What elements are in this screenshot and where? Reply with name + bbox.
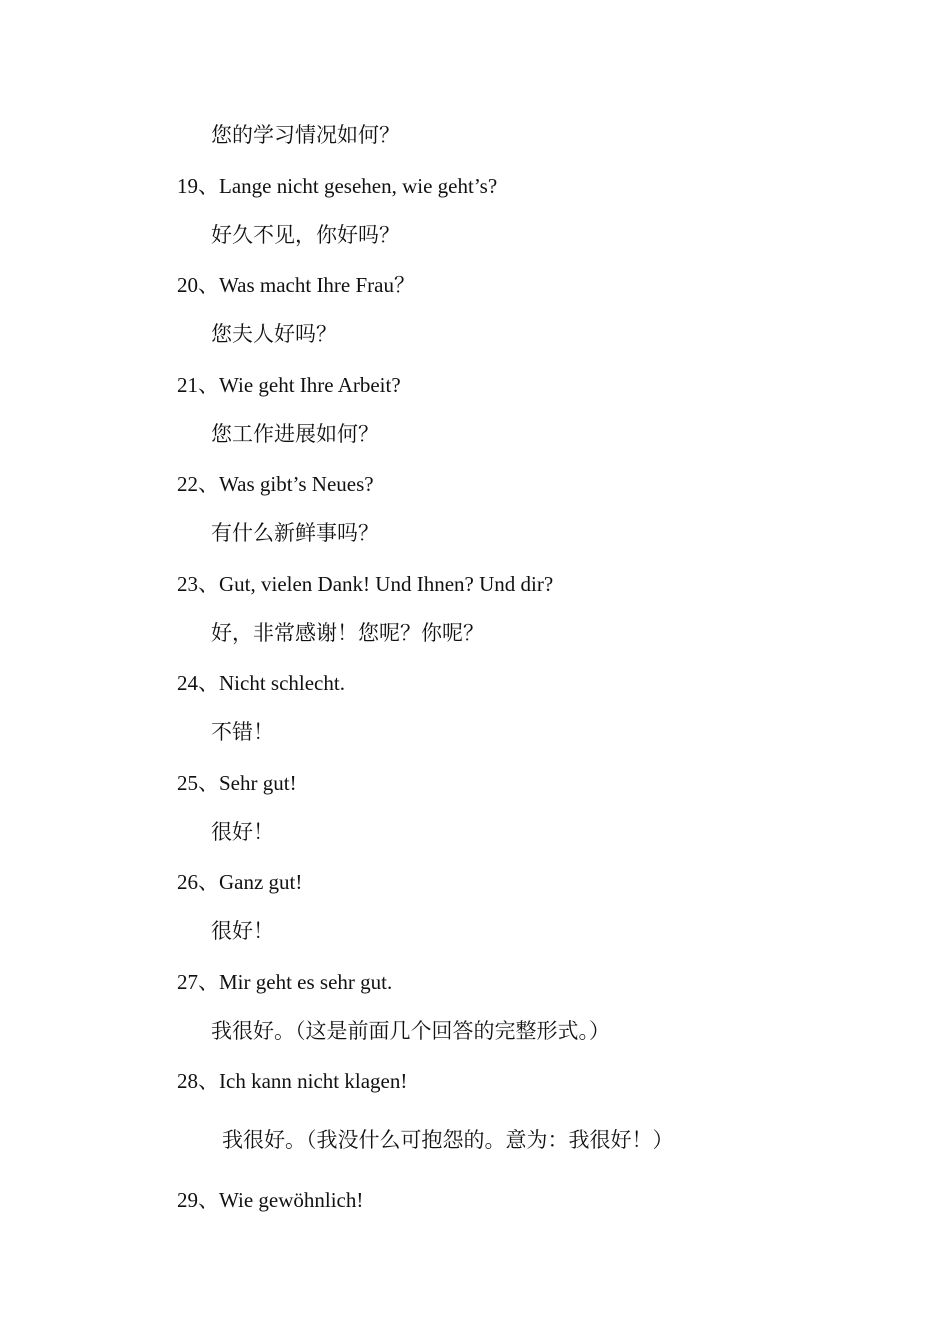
phrase-line: 24、Nicht schlecht. [177,671,345,695]
translation-line: 不错！ [211,720,274,744]
phrase-line: 29、Wie gewöhnlich! [177,1188,364,1212]
phrase-line: 28、Ich kann nicht klagen! [177,1069,408,1093]
phrase-line: 21、Wie geht Ihre Arbeit? [177,373,401,397]
phrase-line: 25、Sehr gut! [177,771,297,795]
translation-line: 您工作进展如何？ [211,422,379,446]
translation-line: 很好！ [211,820,274,844]
translation-line: 好久不见，你好吗？ [211,223,400,247]
translation-line: 我很好。（这是前面几个回答的完整形式。） [211,1019,610,1043]
translation-line: 您夫人好吗？ [211,322,337,346]
translation-line: 很好！ [211,919,274,943]
phrase-line: 27、Mir geht es sehr gut. [177,970,393,994]
phrase-line: 23、Gut, vielen Dank! Und Ihnen? Und dir? [177,572,554,596]
phrase-line: 26、Ganz gut! [177,870,303,894]
phrase-line: 20、Was macht Ihre Frau？ [177,273,415,297]
translation-line: 我很好。（我没什么可抱怨的。意为：我很好！） [222,1128,674,1152]
translation-line: 好，非常感谢！您呢？你呢？ [211,621,484,645]
phrase-line: 22、Was gibt’s Neues? [177,472,374,496]
phrase-line: 19、Lange nicht gesehen, wie geht’s? [177,174,498,198]
translation-line: 有什么新鲜事吗？ [211,521,379,545]
translation-line: 您的学习情况如何？ [211,123,400,147]
